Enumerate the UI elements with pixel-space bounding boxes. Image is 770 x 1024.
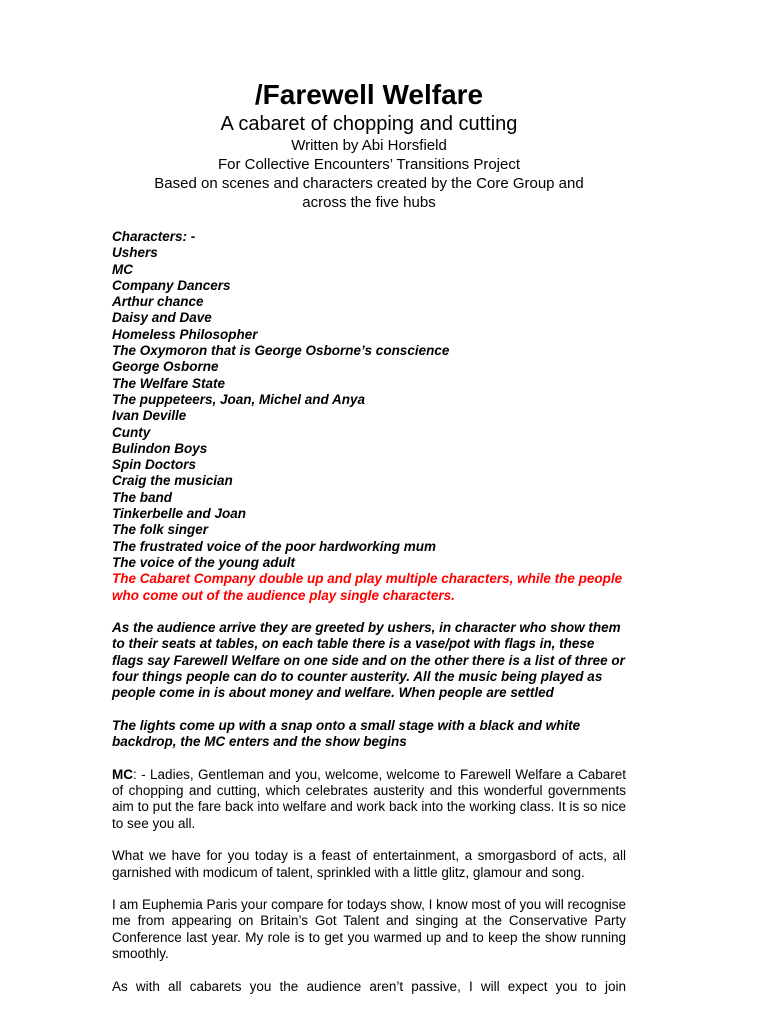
character-item: The Welfare State	[112, 375, 226, 391]
author-line: Written by Abi Horsfield	[291, 137, 447, 154]
character-item: Arthur chance	[112, 294, 204, 310]
character-item: The frustrated voice of the poor hardworking mum	[112, 538, 437, 554]
character-item: Tinkerbelle and Joan	[112, 506, 247, 522]
dialogue-paragraph: As with all cabarets you the audience aren’t passive, I will expect you to join	[112, 978, 626, 994]
spacer	[112, 604, 626, 620]
character-item: George Osborne	[112, 359, 219, 375]
character-item: The puppeteers, Joan, Michel and Anya	[112, 391, 366, 407]
character-item: Cunty	[112, 424, 151, 440]
document-body	[112, 229, 626, 995]
character-item: The band	[112, 489, 172, 505]
casting-note: The Cabaret Company double up and play multiple characters, while the people who come out of the audience play single characters.	[112, 571, 623, 603]
character-item: Craig the musician	[112, 473, 233, 489]
project-line: For Collective Encounters’ Transitions Project	[217, 156, 521, 173]
character-list-heading: Characters: -	[112, 229, 196, 244]
character-item: Company Dancers	[112, 277, 231, 293]
stage-direction: The lights come up with a snap onto a small stage with a black and white backdrop, the MC enters and the show begins	[112, 717, 581, 750]
dialogue-text: : - Ladies, Gentleman and you, welcome, welcome to Farewell Welfare a Cabaret of chopping and cutting, which celebrates austerity and this wonderful governments aim to put the fare back into welfare and work back into the working class. It is so nice to see you all.	[112, 766, 626, 831]
character-item: Bulindon Boys	[112, 440, 208, 456]
speaker-name: MC	[112, 766, 133, 782]
character-item: MC	[112, 261, 133, 277]
dialogue-paragraph: I am Euphemia Paris your compare for todays show, I know most of you will recognise me from appearing on Britain’s Got Talent and singing at the Conservative Party Conference last year. My role is to get you warmed up and to keep the show running smoothly.	[112, 897, 626, 962]
character-item: Daisy and Dave	[112, 310, 212, 326]
character-item: Homeless Philosopher	[112, 326, 258, 342]
credits-line-1: Based on scenes and characters created by the Core Group and	[154, 175, 584, 192]
character-item: Ushers	[112, 245, 158, 261]
character-item: Ivan Deville	[112, 408, 187, 424]
title-block	[60, 78, 678, 212]
spacer	[112, 832, 626, 848]
mc-dialogue	[112, 767, 626, 832]
spacer	[112, 702, 626, 718]
character-list	[112, 229, 626, 571]
character-item: Spin Doctors	[112, 457, 197, 473]
dialogue-paragraph: What we have for you today is a feast of entertainment, a smorgasbord of acts, all garnished with modicum of talent, sprinkled with a little glitz, glamour and song.	[112, 848, 626, 880]
character-item: The voice of the young adult	[112, 554, 296, 570]
character-item: The folk singer	[112, 522, 209, 538]
stage-direction: As the audience arrive they are greeted by ushers, in character who show them to their seats at tables, on each table there is a vase/pot with flags in, these flags say Farewell Welfare on one side and on the other there is a list of three or four things people can do to counter austerity. All the music being played as people come in is about money and welfare. When people are settled	[112, 620, 625, 701]
spacer	[112, 962, 626, 978]
subtitle: A cabaret of chopping and cutting	[220, 113, 518, 135]
character-item: The Oxymoron that is George Osborne’s conscience	[112, 343, 450, 359]
credits-line-2: across the five hubs	[302, 194, 436, 211]
spacer	[112, 751, 626, 767]
spacer	[112, 881, 626, 897]
page-title: /Farewell Welfare	[254, 79, 484, 110]
